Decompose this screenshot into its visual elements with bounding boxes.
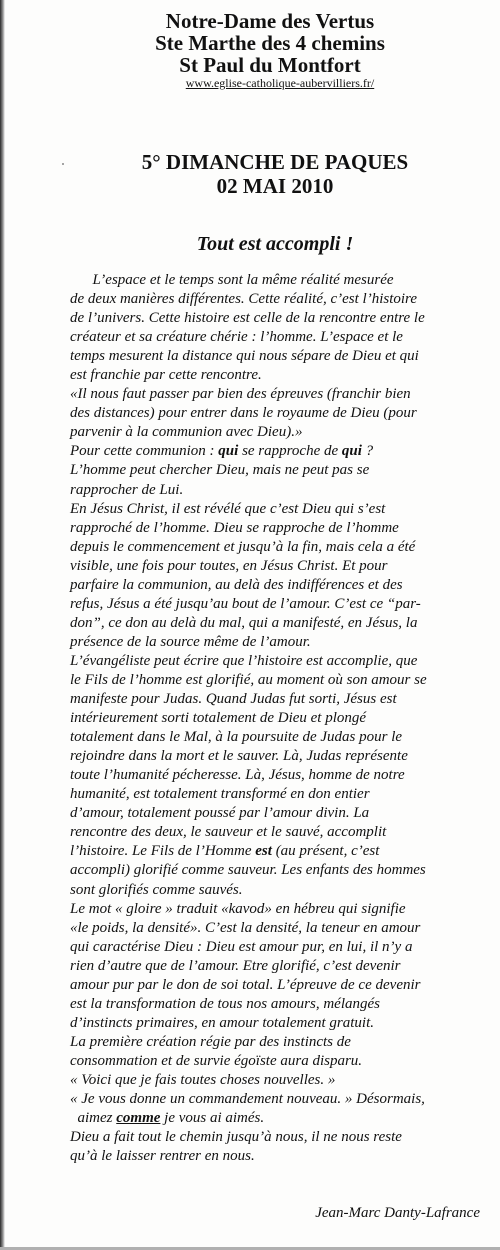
article-line: de l’univers. Cette histoire est celle de la rencontre entre le (70, 310, 425, 327)
article-line: aimez comme je vous ai aimés. (70, 1110, 265, 1127)
article-line: toute l’humanité pécheresse. Là, Jésus, homme de notre (70, 767, 405, 784)
article-line: depuis le commencement et jusqu’à la fin, mais cela a été (70, 538, 416, 555)
article-line: Dieu a fait tout le chemin jusqu’à nous, il ne nous reste (70, 1129, 402, 1146)
emphasis-word: comme (116, 1110, 161, 1127)
article-line: « Je vous donne un commandement nouveau. » Désormais, (70, 1091, 425, 1108)
article-body (70, 271, 495, 1166)
article-line: rapproché de l’homme. Dieu se rapproche de l’homme (70, 519, 399, 536)
article-line: amour pur par le don de soi total. L’épreuve de ce devenir (70, 976, 421, 993)
emphasis-word: est (255, 843, 272, 860)
article-line: d’amour, totalement poussé par l’amour divin. La (70, 805, 370, 822)
article-line: En Jésus Christ, il est révélé que c’est Dieu qui s’est (70, 500, 386, 517)
article-line: don”, ce don au delà du mal, qui a manifesté, en Jésus, la (70, 614, 418, 631)
date: 02 MAI 2010 (216, 174, 334, 198)
website-url: www.eglise-catholique-aubervilliers.fr/ (185, 76, 375, 90)
article-line: rejoindre dans la mort et le sauver. Là, Judas représente (70, 748, 408, 765)
article-line: « Voici que je fais toutes choses nouvelles. » (70, 1071, 336, 1088)
date-block (0, 150, 500, 198)
parish-name-1: Notre-Dame des Vertus (165, 9, 375, 33)
article-line: qui caractérise Dieu : Dieu est amour pur, en lui, il n’y a (70, 938, 413, 955)
article-line: créateur et sa créature chérie : l’homme. L’espace et le (70, 329, 403, 346)
article-line: présence de la source même de l’amour. (70, 633, 311, 650)
article-line: visible, une fois pour toutes, en Jésus Christ. Et pour (70, 557, 388, 574)
liturgical-day: 5° DIMANCHE DE PAQUES (141, 150, 409, 174)
article-line: L’espace et le temps sont la même réalité mesurée (70, 272, 394, 288)
article-line: rencontre des deux, le sauveur et le sauvé, accomplit (70, 824, 387, 841)
article-line: accompli) glorifié comme sauveur. Les enfants des hommes (70, 862, 426, 879)
article-line: Pour cette communion : qui se rapproche de qui ? (70, 443, 374, 460)
signature: Jean-Marc Danty-Lafrance (315, 1205, 480, 1221)
parish-name-2: Ste Marthe des 4 chemins (155, 31, 385, 55)
article-line: consommation et de survie égoïste aura disparu. (70, 1052, 363, 1069)
article-line: rapprocher de Lui. (70, 481, 184, 498)
article-line: d’instincts primaires, en amour totalement gratuit. (70, 1014, 375, 1031)
article-line: intérieurement sorti totalement de Dieu et plongé (70, 710, 367, 727)
article-line: manifeste pour Judas. Quand Judas fut sorti, Jésus est (70, 691, 397, 708)
parish-header (0, 10, 500, 90)
article-title-text: Tout est accompli ! (196, 233, 354, 255)
article-line: parfaire la communion, au delà des indifférences et des (70, 576, 403, 593)
article-title (0, 233, 500, 256)
article-line: totalement dans le Mal, à la poursuite de Judas pour le (70, 729, 403, 746)
article-line: l’histoire. Le Fils de l’Homme est (au présent, c’est (70, 843, 380, 860)
article-line: refus, Jésus a été jusqu’au bout de l’amour. C’est ce “par- (70, 595, 421, 612)
article-line: est la transformation de tous nos amours, mélangés (70, 995, 381, 1012)
emphasis-word: qui (341, 443, 362, 460)
article-line: La première création régie par des instincts de (70, 1033, 351, 1050)
article-line: rien d’autre que de l’amour. Etre glorifié, c’est devenir (70, 957, 401, 974)
article-line: le Fils de l’homme est glorifié, au moment où son amour se (70, 671, 427, 688)
emphasis-word: qui (218, 443, 239, 460)
article-line: L’évangéliste peut écrire que l’histoire est accomplie, que (70, 652, 418, 669)
article-line: sont glorifiés comme sauvés. (70, 881, 243, 898)
article-line: qu’à le laisser rentrer en nous. (70, 1148, 255, 1165)
article-line: Le mot « gloire » traduit «kavod» en hébreu qui signifie (70, 900, 406, 917)
article-line: L’homme peut chercher Dieu, mais ne peut pas se (70, 462, 370, 479)
article-line: temps mesurent la distance qui nous sépare de Dieu et qui (70, 348, 419, 365)
article-line: «le poids, la densité». C’est la densité, la teneur en amour (70, 919, 421, 936)
parish-name-3: St Paul du Montfort (179, 53, 361, 77)
article-line: parvenir à la communion avec Dieu).» (70, 424, 303, 441)
article-line: humanité, est totalement transformé en don entier (70, 786, 370, 803)
article-line: «Il nous faut passer par bien des épreuves (franchir bien (70, 386, 411, 403)
article-line: de deux manières différentes. Cette réalité, c’est l’histoire (70, 291, 417, 308)
article-line: des distances) pour entrer dans le royaume de Dieu (pour (70, 405, 417, 422)
article-line: est franchie par cette rencontre. (70, 367, 262, 384)
